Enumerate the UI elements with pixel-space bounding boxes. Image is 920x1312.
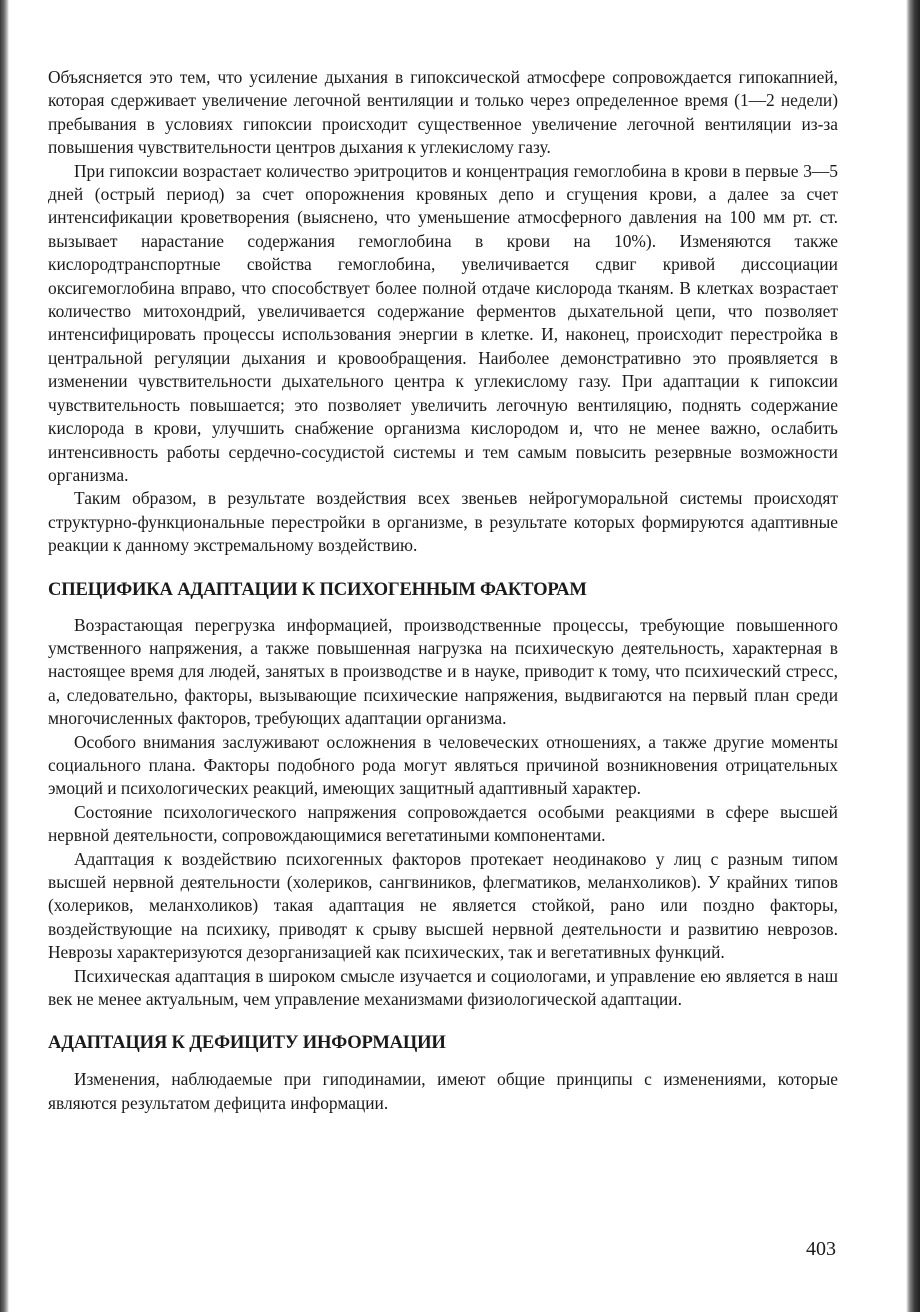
page-number: 403 — [806, 1238, 836, 1260]
section-heading-information-deficit: АДАПТАЦИЯ К ДЕФИЦИТУ ИНФОРМАЦИИ — [48, 1032, 446, 1054]
paragraph-hypocapnia: Объясняется это тем, что усиление дыхания в гипоксической атмосфере сопровождается гипокапнией, которая сдерживает увеличение легочной вентиляции и только через определенное время (1—2 недели) пребывания в условиях гипоксии происходит существенное увеличение легочной вентиляции из-за повышения чувствительности центров дыхания к углекислому газу. — [48, 67, 838, 158]
paragraph-conclusion: Таким образом, в результате воздействия всех звеньев нейрогуморальной системы происходят структурно-функциональные перестройки в организме, в результате которых формируются адаптивные реакции к данному экстремальному воздействию. — [48, 488, 838, 556]
paragraph-psychic-adaptation: Психическая адаптация в широком смысле изучается и социологами, и управление ею является в наш век не менее актуальным, чем управление механизмами физиологической адаптации. — [48, 965, 838, 1010]
paragraph-erythrocytes: При гипоксии возрастает количество эритроцитов и концентрация гемоглобина в крови в первые 3—5 дней (острый период) за счет опорожнения кровяных депо и сгущения крови, а далее за счет интенсификации кроветворения (выяснено, что уменьшение атмосферного давления на 100 мм рт. ст. вызывает нарастание содержания гемоглобина в крови на 10%). Изменяются также кислородтранспортные свойства гемоглобина, увеличивается сдвиг кривой диссоциации оксигемоглобина вправо, что способствует более полной отдаче кислорода тканям. В клетках возрастает количество митохондрий, увеличивается содержание ферментов дыхательной цепи, что позволяет интенсифицировать процессы использования энергии в клетке. И, наконец, происходит перестройка в центральной регуляции дыхания и кровообращения. Наиболее демонстративно это проявляется в изменении чувствительности дыхательного центра к углекислому газу. При адаптации к гипоксии чувствительность повышается; это позволяет увеличить легочную вентиляцию, поднять содержание кислорода в крови, улучшить снабжение организма кислородом и, что не менее важно, ослабить интенсивность работы сердечно-сосудистой системы и тем самым повысить резервные возможности организма. — [48, 160, 838, 485]
scan-edge-right — [906, 0, 920, 1312]
paragraph-psychological-tension: Состояние психологического напряжения сопровождается особыми реакциями в сфере высшей нервной деятельности, сопровождающимися вегетатиными компонентами. — [48, 801, 838, 846]
paragraph-human-relations: Особого внимания заслуживают осложнения в человеческих отношениях, а также другие моменты социального плана. Факторы подобного рода могут являться причиной возникновения отрицательных эмоций и психологических реакций, имеющих защитный адаптивный характер. — [48, 731, 838, 799]
paragraph-information-overload: Возрастающая перегрузка информацией, производственные процессы, требующие повышенного умственного напряжения, а также повышенная нагрузка на психическую деятельность, характерная в настоящее время для людей, занятых в производстве и в науке, приводит к тому, что психический стресс, а, следовательно, факторы, вызывающие психические напряжения, выдвигаются на первый план среди многочисленных факторов, требующих адаптации организма. — [48, 614, 838, 729]
page-body — [48, 66, 838, 1115]
section-heading-psychogenic: СПЕЦИФИКА АДАПТАЦИИ К ПСИХОГЕННЫМ ФАКТОРАМ — [48, 578, 587, 600]
scan-edge-left — [0, 0, 9, 1312]
paragraph-temperament-types: Адаптация к воздействию психогенных факторов протекает неодинаково у лиц с разным типом высшей нервной деятельности (холериков, сангвиников, флегматиков, меланхоликов). У крайних типов (холериков, меланхоликов) такая адаптация не является стойкой, рано или поздно факторы, воздействующие на психику, приводят к срыву высшей нервной деятельности и развитию неврозов. Неврозы характеризуются дезорганизацией как психических, так и вегетативных функций. — [48, 848, 838, 963]
paragraph-hypodynamia: Изменения, наблюдаемые при гиподинамии, имеют общие принципы с изменениями, которые являются результатом дефицита информации. — [48, 1069, 838, 1113]
